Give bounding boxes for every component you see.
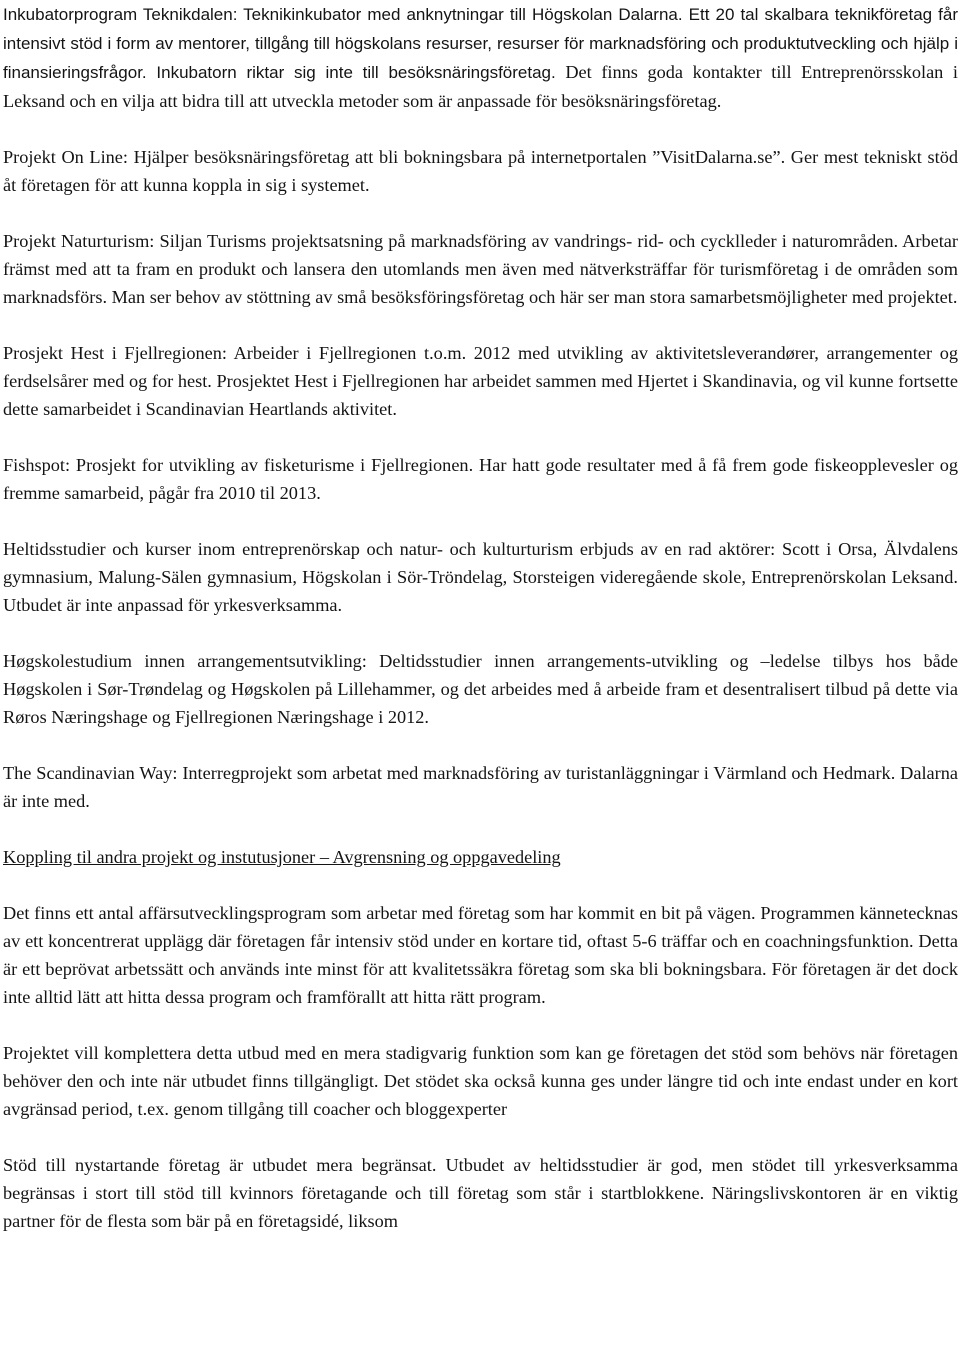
- paragraph-hogskolestudium: Høgskolestudium innen arrangementsutvikling: Deltidsstudier innen arrangements-utvikling og –ledelse tilbys hos både Høgskolen i Sør-Trøndelag og Høgskolen på Lillehammer, og det arbeides med å arbeide fram et desentralisert tilbud på dette via Røros Næringshage og Fjellregionen Næringshage i 2012.: [3, 651, 958, 727]
- paragraph-fishspot: Fishspot: Prosjekt for utvikling av fisketurisme i Fjellregionen. Har hatt gode resultater med å få frem gode fiskeopplevesler og fremme samarbeid, pågår fra 2010 til 2013.: [3, 455, 958, 503]
- paragraph-hest: Prosjekt Hest i Fjellregionen: Arbeider i Fjellregionen t.o.m. 2012 med utvikling av aktivitetsleverandører, arrangementer og ferdselsårer med og for hest. Prosjektet Hest i Fjellregionen har arbeidet sammen med Hjertet i Skandinavia, og vil kunne fortsette dette samarbeidet i Scandinavian Heartlands aktivitet.: [3, 343, 958, 419]
- document-page: [3, 0, 958, 1235]
- paragraph-inkubator: [3, 0, 958, 115]
- paragraph-inkubator-part-a: Inkubatorprogram Teknikdalen: Teknikinkubator med anknytningar till Högskolan Dalarna. Ett 20 tal skalbara teknikföretag får intensivt stöd i form av mentorer, tillgång till högskolans resurser, resurser för marknadsföring och produktutveckling och hjälp i finansieringsfrågor. Inkubatorn riktar sig inte till besöksnäringsföretag.: [3, 5, 958, 82]
- paragraph-scandinavian-way: The Scandinavian Way: Interregprojekt som arbetat med marknadsföring av turistanläggningar i Värmland och Hedmark. Dalarna är inte med.: [3, 763, 958, 811]
- paragraph-heltidsstudier: Heltidsstudier och kurser inom entreprenörskap och natur- och kulturturism erbjuds av en rad aktörer: Scott i Orsa, Älvdalens gymnasium, Malung-Sälen gymnasium, Högskolan i Sör-Tröndelag, Storsteigen videregående skole, Entreprenörskolan Leksand. Utbudet är inte anpassad för yrkesverksamma.: [3, 539, 958, 615]
- paragraph-naturturism: Projekt Naturturism: Siljan Turisms projektsatsning på marknadsföring av vandrings- rid- och cycklleder i naturområden. Arbetar främst med att ta fram en produkt och lansera den utomlands men även med nätverksträffar för turismföretag i de områden som marknadsförs. Man ser behov av stöttning av små besöksföringsföretag och här ser man stora samarbetsmöjligheter med projektet.: [3, 231, 958, 307]
- paragraph-affarsutveckling: Det finns ett antal affärsutvecklingsprogram som arbetar med företag som har kommit en bit på vägen. Programmen kännetecknas av ett koncentrerat upplägg där företagen får intensiv stöd under en kortare tid, oftast 5-6 träffar och en coachningsfunktion. Detta är ett beprövat arbetssätt och används inte minst för att kvalitetssäkra företag som ska bli bokningsbara. För företagen är det dock inte alltid lätt att hitta dessa program och framförallt att hitta rätt program.: [3, 903, 958, 1007]
- section-heading: Koppling til andra projekt og instutusjoner – Avgrensning og oppgavedeling: [3, 847, 561, 867]
- paragraph-inkubator-part-b: Det finns goda kontakter till Entreprenörsskolan i Leksand och en vilja att bidra till att utveckla metoder som är anpassade för besöksnäringsföretag.: [3, 62, 958, 111]
- paragraph-nystartande: Stöd till nystartande företag är utbudet mera begränsat. Utbudet av heltidsstudier är god, men stödet till yrkesverksamma begränsas i stort till stöd till kvinnors företagande och till företag som står i startblokkene. Näringslivskontoren är en viktig partner för de flesta som bär på en företagsidé, liksom: [3, 1155, 958, 1231]
- paragraph-komplettera: Projektet vill komplettera detta utbud med en mera stadigvarig funktion som kan ge företagen det stöd som behövs när företagen behöver den och inte när utbudet finns tillgängligt. Det stödet ska också kunna ges under längre tid och inte endast under en kort avgränsad period, t.ex. genom tillgång till coacher och bloggexperter: [3, 1043, 958, 1119]
- paragraph-online: Projekt On Line: Hjälper besöksnäringsföretag att bli bokningsbara på internetportalen ”VisitDalarna.se”. Ger mest tekniskt stöd åt företagen för att kunna koppla in sig i systemet.: [3, 147, 958, 195]
